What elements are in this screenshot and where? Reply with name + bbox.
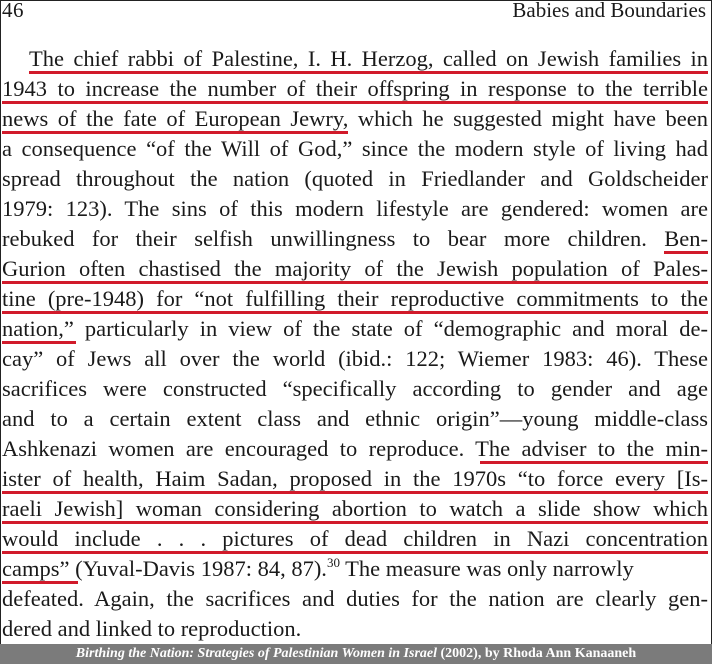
text-line-start: camps” (Yuval-Davis 1987: 84, 87).	[2, 556, 327, 581]
text-line-content: spread throughout the nation (quoted in Friedlander and Goldscheider	[2, 166, 708, 191]
text-line	[2, 254, 708, 284]
text-line-content: rebuked for their selfish unwillingness to bear more children. Ben-	[2, 226, 708, 251]
text-line-content	[2, 554, 634, 584]
text-line-content: raeli Jewish] woman considering abortion to watch a slide show which	[2, 496, 708, 521]
running-head: Babies and Boundaries	[512, 0, 706, 22]
page-number: 46	[2, 0, 24, 22]
text-line-content: nation,” particularly in view of the state of “demographic and moral de-	[2, 316, 708, 341]
text-line-content: Ashkenazi women are encouraged to reproduce. The adviser to the min-	[2, 436, 708, 461]
text-line-content: 1943 to increase the number of their offspring in response to the terrible	[2, 76, 708, 101]
text-line	[2, 464, 708, 494]
text-line-content: defeated. Again, the sacrifices and duties for the nation are clearly gen-	[2, 586, 708, 611]
text-line-content: would include . . . pictures of dead children in Nazi concentration	[2, 526, 708, 551]
text-line	[2, 344, 708, 374]
text-line	[2, 584, 708, 614]
text-line	[2, 224, 708, 254]
text-line	[2, 104, 708, 134]
text-line	[2, 164, 708, 194]
text-line	[2, 44, 708, 74]
body-paragraph	[2, 44, 708, 644]
text-line-content: Gurion often chastised the majority of the Jewish population of Pales-	[2, 256, 708, 281]
text-line	[2, 494, 708, 524]
text-line	[2, 614, 708, 644]
text-line	[2, 524, 708, 554]
text-line-content: news of the fate of European Jewry, which he suggested might have been	[2, 106, 708, 131]
text-line	[2, 404, 708, 434]
page-header	[0, 0, 712, 26]
text-line-content: ister of health, Haim Sadan, proposed in the 1970s “to force every [Is-	[2, 466, 708, 491]
text-line	[2, 554, 708, 584]
text-line-content: sacrifices were constructed “specifically according to gender and age	[2, 376, 708, 401]
text-line-end: The measure was only narrowly	[339, 556, 634, 581]
text-line-content: tine (pre-1948) for “not fulfilling their reproductive commitments to the	[2, 286, 708, 311]
text-line-content: a consequence “of the Will of God,” since the modern style of living had	[2, 136, 708, 161]
text-line	[2, 284, 708, 314]
text-line	[2, 74, 708, 104]
text-line	[2, 434, 708, 464]
text-line	[2, 134, 708, 164]
text-line	[2, 194, 708, 224]
citation-text: (2002), by Rhoda Ann Kanaaneh	[437, 646, 637, 661]
text-line-content: cay” of Jews all over the world (ibid.: 122; Wiemer 1983: 46). These	[2, 346, 708, 371]
text-line-content: dered and linked to reproduction.	[2, 616, 302, 641]
text-line-content: and to a certain extent class and ethnic origin”—young middle-class	[2, 406, 708, 431]
text-line-content: 1979: 123). The sins of this modern lifestyle are gendered: women are	[2, 196, 708, 221]
book-title: Birthing the Nation: Strategies of Palestinian Women in Israel	[75, 646, 438, 661]
footnote-marker: 30	[326, 554, 340, 570]
source-caption	[0, 644, 712, 664]
text-line-content: The chief rabbi of Palestine, I. H. Herzog, called on Jewish families in	[29, 46, 708, 71]
text-line	[2, 374, 708, 404]
text-line	[2, 314, 708, 344]
